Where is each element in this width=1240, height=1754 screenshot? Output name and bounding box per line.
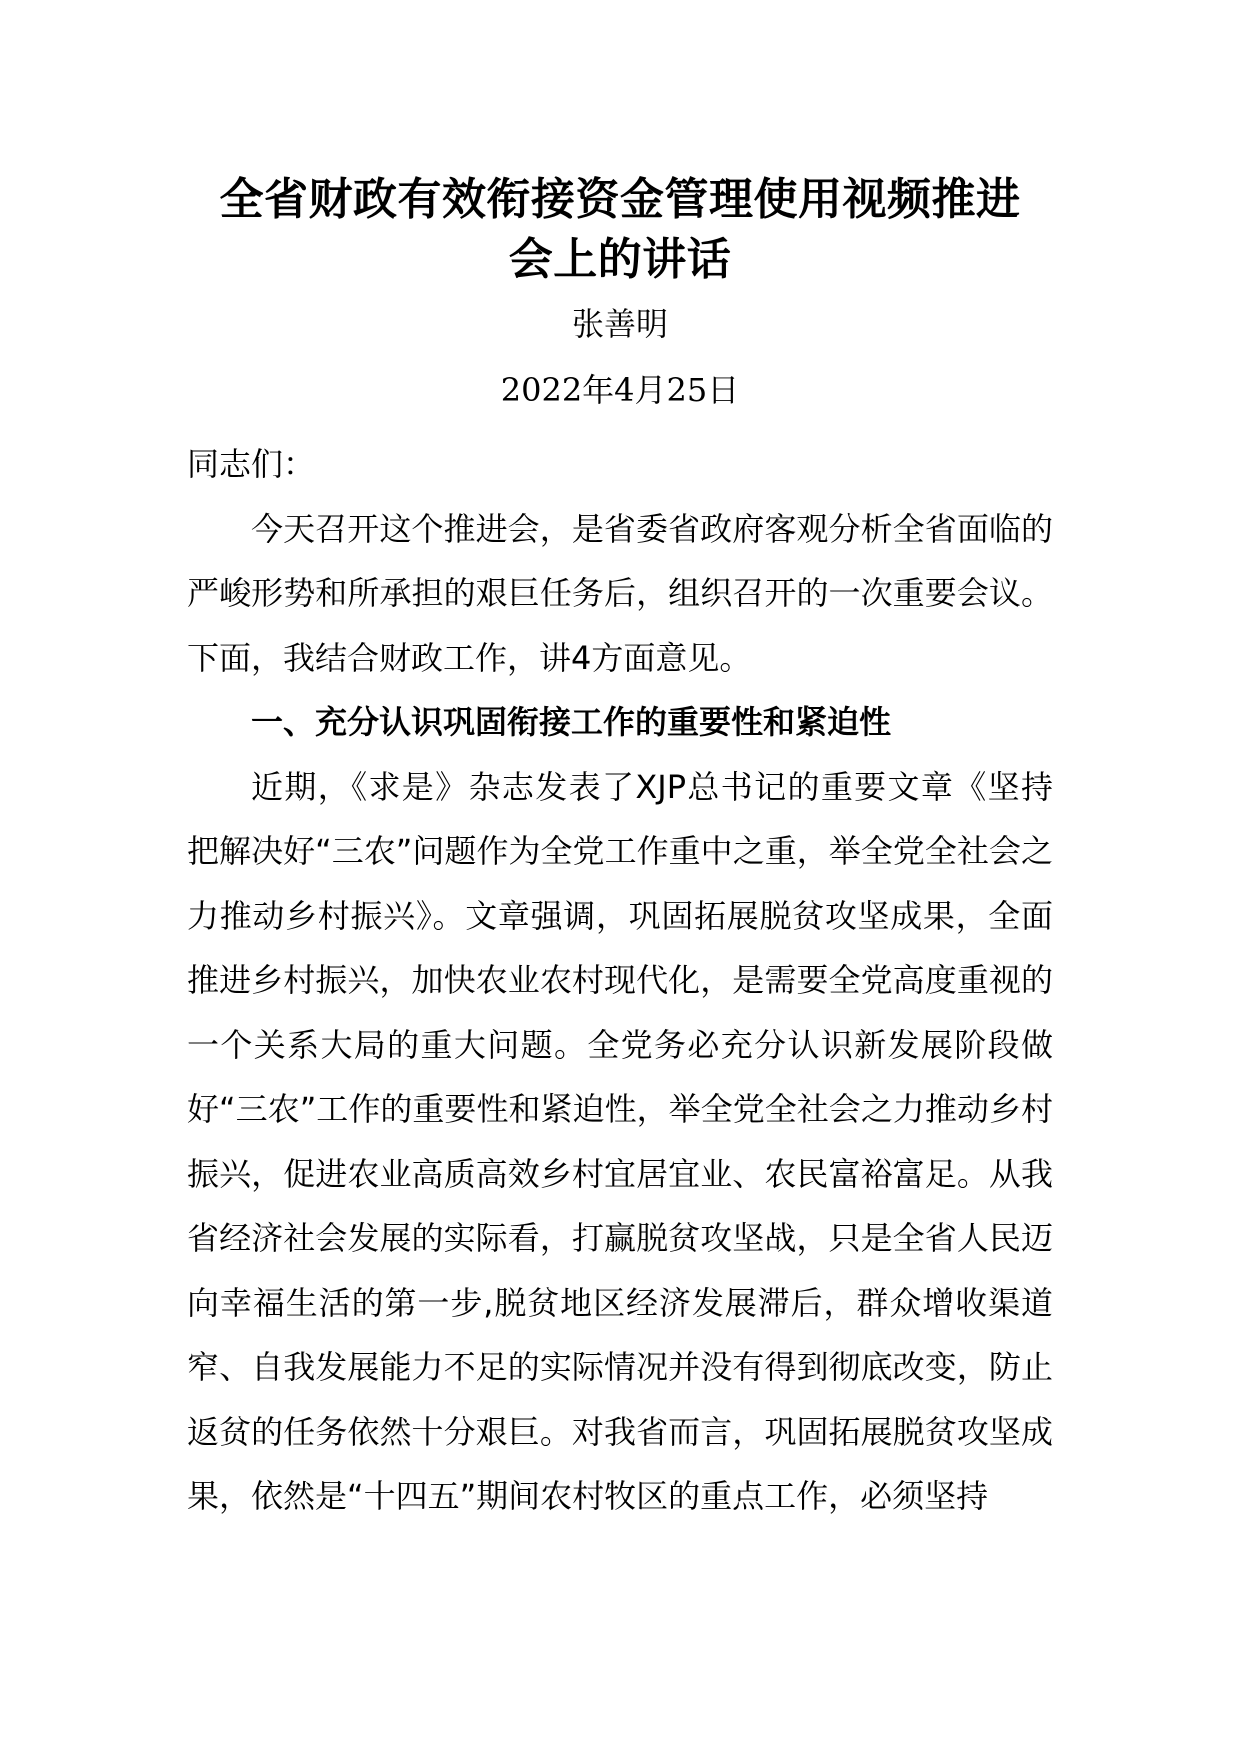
document-author: 张善明: [571, 305, 668, 343]
paragraph-section-1: 近期，《求是》杂志发表了XJP总书记的重要文章《坚持把解决好“三农”问题作为全党工作重中之重，举全党全社会之力推动乡村振兴》。文章强调，巩固拓展脱贫攻坚成果，全面推进乡村振兴，加快农业农村现代化，是需要全党高度重视的一个关系大局的重大问题。全党务必充分认识新发展阶段做好“三农”工作的重要性和紧迫性，举全党全社会之力推动乡村振兴，促进农业高质高效乡村宜居宜业、农民富裕富足。从我省经济社会发展的实际看，打赢脱贫攻坚战，只是全省人民迈向幸福生活的第一步,脱贫地区经济发展滞后，群众增收渠道窄、自我发展能力不足的实际情况并没有得到彻底改变，防止返贫的任务依然十分艰巨。对我省而言，巩固拓展脱贫攻坚成果，依然是“十四五”期间农村牧区的重点工作，必须坚持: [187, 767, 1053, 1515]
paragraph-opening: 今天召开这个推进会，是省委省政府客观分析全省面临的严峻形势和所承担的艰巨任务后，组织召开的一次重要会议。下面，我结合财政工作，讲4方面意见。: [187, 509, 1053, 677]
salutation: 同志们：: [187, 445, 316, 483]
section-heading-1: 一、充分认识巩固衔接工作的重要性和紧迫性: [251, 703, 892, 741]
document-title-line-2: 会上的讲话: [508, 234, 732, 285]
document-body: [187, 432, 1053, 1529]
document-title-line-1: 全省财政有效衔接资金管理使用视频推进: [219, 174, 1021, 225]
document-date: 2022年4月25日: [500, 371, 740, 409]
